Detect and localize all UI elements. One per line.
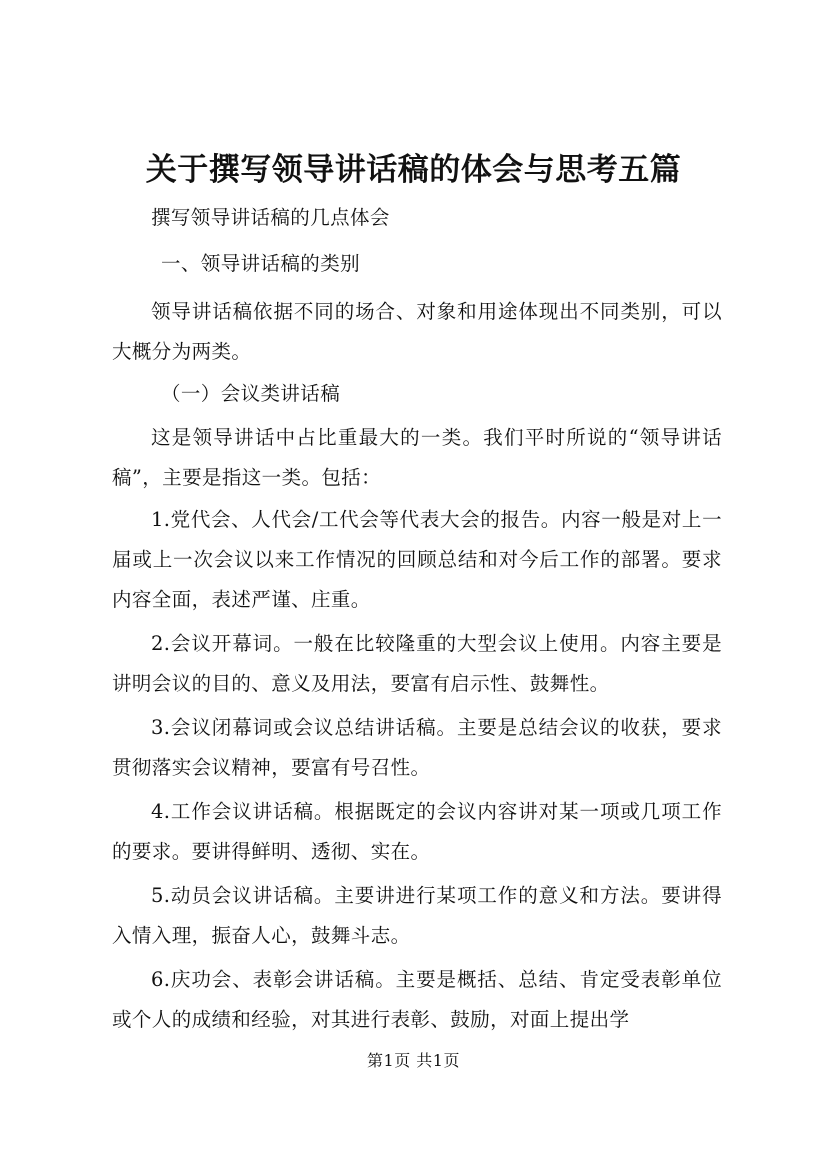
list-item: 4.工作会议讲话稿。根据既定的会议内容讲对某一项或几项工作的要求。要讲得鲜明、透彻、实在。	[112, 800, 722, 863]
subsection-intro-paragraph: 这是领导讲话中占比重最大的一类。我们平时所说的“领导讲话稿”，主要是指这一类。包括：	[112, 426, 722, 489]
document-title: 关于撰写领导讲话稿的体会与思考五篇	[145, 152, 682, 188]
list-item: 5.动员会议讲话稿。主要讲进行某项工作的意义和方法。要讲得入情入理，振奋人心，鼓舞斗志。	[112, 884, 722, 947]
list-item: 3.会议闭幕词或会议总结讲话稿。主要是总结会议的收获，要求贯彻落实会议精神，要富有号召性。	[112, 716, 722, 779]
intro-paragraph: 领导讲话稿依据不同的场合、对象和用途体现出不同类别，可以大概分为两类。	[112, 300, 722, 363]
list-item: 6.庆功会、表彰会讲话稿。主要是概括、总结、肯定受表彰单位或个人的成绩和经验，对其进行表彰、鼓励，对面上提出学	[112, 968, 722, 1031]
subsection-heading: （一）会议类讲话稿	[161, 382, 341, 405]
document-body	[112, 198, 722, 1044]
page-footer: 第1页 共1页	[367, 1051, 460, 1070]
section-heading: 一、领导讲话稿的类别	[161, 252, 361, 275]
list-item: 1.党代会、人代会/工代会等代表大会的报告。内容一般是对上一届或上一次会议以来工作情况的回顾总结和对今后工作的部署。要求内容全面，表述严谨、庄重。	[112, 508, 722, 611]
list-item: 2.会议开幕词。一般在比较隆重的大型会议上使用。内容主要是讲明会议的目的、意义及用法，要富有启示性、鼓舞性。	[112, 632, 722, 695]
document-subtitle: 撰写领导讲话稿的几点体会	[151, 206, 390, 229]
